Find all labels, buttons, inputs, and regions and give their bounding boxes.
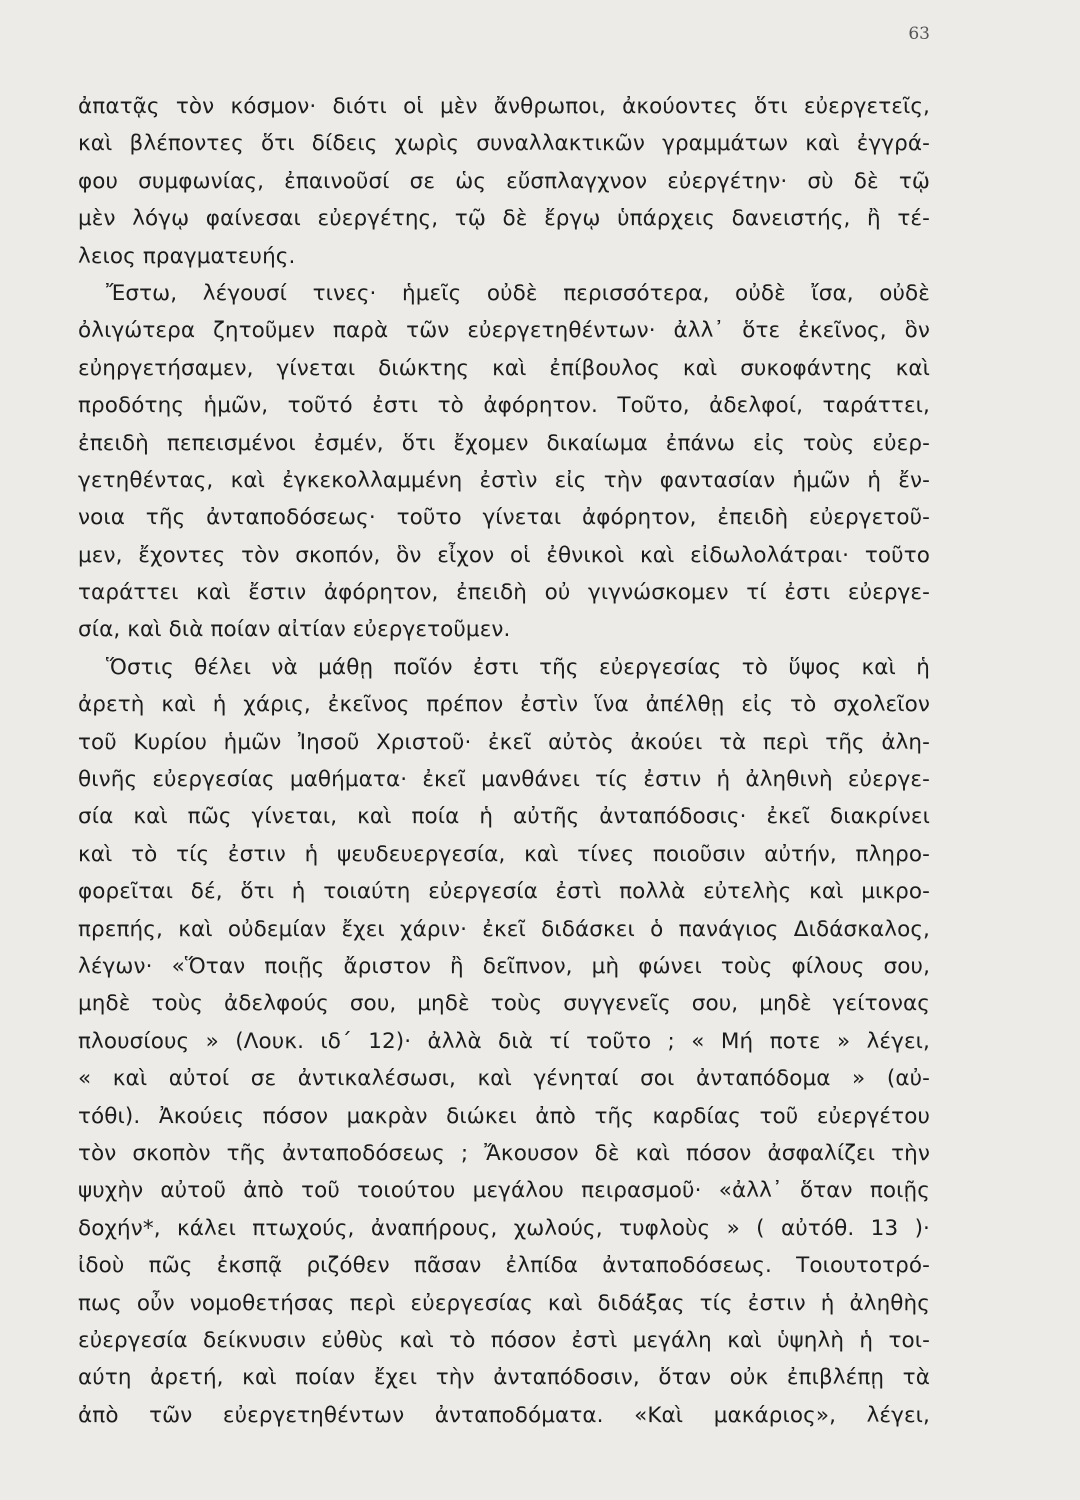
page-number: 63 [908,24,930,44]
text-line: « καὶ αὐτοί σε ἀντικαλέσωσι, καὶ γένηταί σοι ἀνταπόδομα » (αὐ- [78,1066,930,1092]
text-line: σία καὶ πῶς γίνεται, καὶ ποία ἡ αὐτῆς ἀνταπόδοσις· ἐκεῖ διακρίνει [78,804,930,830]
text-line: φορεῖται δέ, ὅτι ἡ τοιαύτη εὐεργεσία ἐστὶ πολλὰ εὐτελὴς καὶ μικρο- [78,879,930,905]
text-line: πως οὖν νομοθετήσας περὶ εὐεργεσίας καὶ διδάξας τίς ἐστιν ἡ ἀληθὴς [78,1290,930,1316]
text-line: τόθι). Ἀκούεις πόσον μακρὰν διώκει ἀπὸ τῆς καρδίας τοῦ εὐεργέτου [78,1103,930,1129]
text-line: πρεπής, καὶ οὐδεμίαν ἔχει χάριν· ἐκεῖ διδάσκει ὁ πανάγιος Διδάσκαλος, [78,916,930,942]
text-line: ὀλιγώτερα ζητοῦμεν παρὰ τῶν εὐεργετηθέντων· ἀλλ᾽ ὅτε ἐκεῖνος, ὃν [78,318,930,344]
text-line: τοῦ Κυρίου ἡμῶν Ἰησοῦ Χριστοῦ· ἐκεῖ αὐτὸς ἀκούει τὰ περὶ τῆς ἀλη- [78,729,930,755]
text-line: προδότης ἡμῶν, τοῦτό ἐστι τὸ ἀφόρητον. Τοῦτο, ἀδελφοί, ταράττει, [78,393,930,419]
text-line: εὐεργεσία δείκνυσιν εὐθὺς καὶ τὸ πόσον ἐστὶ μεγάλη καὶ ὑψηλὴ ἡ τοι- [78,1327,930,1353]
text-line: τὸν σκοπὸν τῆς ἀνταποδόσεως ; Ἄκουσον δὲ καὶ πόσον ἀσφαλίζει τὴν [78,1140,930,1166]
text-line: ἀπὸ τῶν εὐεργετηθέντων ἀνταποδόματα. «Καὶ μακάριος», λέγει, [78,1402,930,1428]
text-line: καὶ βλέποντες ὅτι δίδεις χωρὶς συναλλακτικῶν γραμμάτων καὶ ἐγγρά- [78,131,930,157]
text-line: σία, καὶ διὰ ποίαν αἰτίαν εὐεργετοῦμεν. [78,617,511,643]
text-line: εὐηργετήσαμεν, γίνεται διώκτης καὶ ἐπίβουλος καὶ συκοφάντης καὶ [78,355,930,381]
text-line: ἀπατᾷς τὸν κόσμον· διότι οἱ μὲν ἄνθρωποι, ἀκούοντες ὅτι εὐεργετεῖς, [78,94,930,119]
text-line: μηδὲ τοὺς ἀδελφούς σου, μηδὲ τοὺς συγγενεῖς σου, μηδὲ γείτονας [78,991,930,1017]
text-line: φου συμφωνίας, ἐπαινοῦσί σε ὡς εὔσπλαγχνον εὐεργέτην· σὺ δὲ τῷ [78,168,930,194]
text-line: ψυχὴν αὐτοῦ ἀπὸ τοῦ τοιούτου μεγάλου πειρασμοῦ· «ἀλλ᾽ ὅταν ποιῇς [78,1178,930,1204]
text-line: λέγων· «Ὅταν ποιῇς ἄριστον ἢ δεῖπνον, μὴ φώνει τοὺς φίλους σου, [78,953,930,979]
text-line: Ὅστις θέλει νὰ μάθῃ ποῖόν ἐστι τῆς εὐεργεσίας τὸ ὕψος καὶ ἡ [106,654,930,680]
text-line: Ἔστω, λέγουσί τινες· ἡμεῖς οὐδὲ περισσότερα, οὐδὲ ἴσα, οὐδὲ [106,280,930,306]
text-line: αύτη ἀρετή, καὶ ποίαν ἔχει τὴν ἀνταπόδοσιν, ὅταν οὐκ ἐπιβλέπῃ τὰ [78,1365,930,1391]
text-line: ταράττει καὶ ἔστιν ἀφόρητον, ἐπειδὴ οὐ γιγνώσκομεν τί ἐστι εὐεργε- [78,580,930,606]
text-line: γετηθέντας, καὶ ἐγκεκολλαμμένη ἐστὶν εἰς τὴν φαντασίαν ἡμῶν ἡ ἔν- [78,467,930,493]
text-line: ἰδοὺ πῶς ἐκσπᾷ ριζόθεν πᾶσαν ἐλπίδα ἀνταποδόσεως. Τοιουτοτρό- [78,1253,930,1279]
text-line: θινῆς εὐεργεσίας μαθήματα· ἐκεῖ μανθάνει τίς ἐστιν ἡ ἀληθινὴ εὐεργε- [78,767,930,793]
body-text [78,88,930,1434]
text-line: πλουσίους » (Λουκ. ιδ΄ 12)· ἀλλὰ διὰ τί τοῦτο ; « Μή ποτε » λέγει, [78,1028,930,1054]
text-line: νοια τῆς ἀνταποδόσεως· τοῦτο γίνεται ἀφόρητον, ἐπειδὴ εὐεργετοῦ- [78,505,930,531]
text-line: δοχήν*, κάλει πτωχούς, ἀναπήρους, χωλούς, τυφλοὺς » ( αὐτόθ. 13 )· [78,1215,930,1241]
text-line: λειος πραγματευής. [78,243,296,269]
text-line: καὶ τὸ τίς ἐστιν ἡ ψευδευεργεσία, καὶ τίνες ποιοῦσιν αὐτήν, πληρο- [78,841,930,867]
text-line: μεν, ἔχοντες τὸν σκοπόν, ὃν εἶχον οἱ ἐθνικοὶ καὶ εἰδωλολάτραι· τοῦτο [78,542,930,568]
text-line: ἐπειδὴ πεπεισμένοι ἐσμέν, ὅτι ἔχομεν δικαίωμα ἐπάνω εἰς τοὺς εὐερ- [78,430,930,456]
text-line: μὲν λόγῳ φαίνεσαι εὐεργέτης, τῷ δὲ ἔργῳ ὑπάρχεις δανειστής, ἢ τέ- [78,206,930,232]
text-line: ἀρετὴ καὶ ἡ χάρις, ἐκεῖνος πρέπον ἐστὶν ἵνα ἀπέλθῃ εἰς τὸ σχολεῖον [78,692,930,718]
